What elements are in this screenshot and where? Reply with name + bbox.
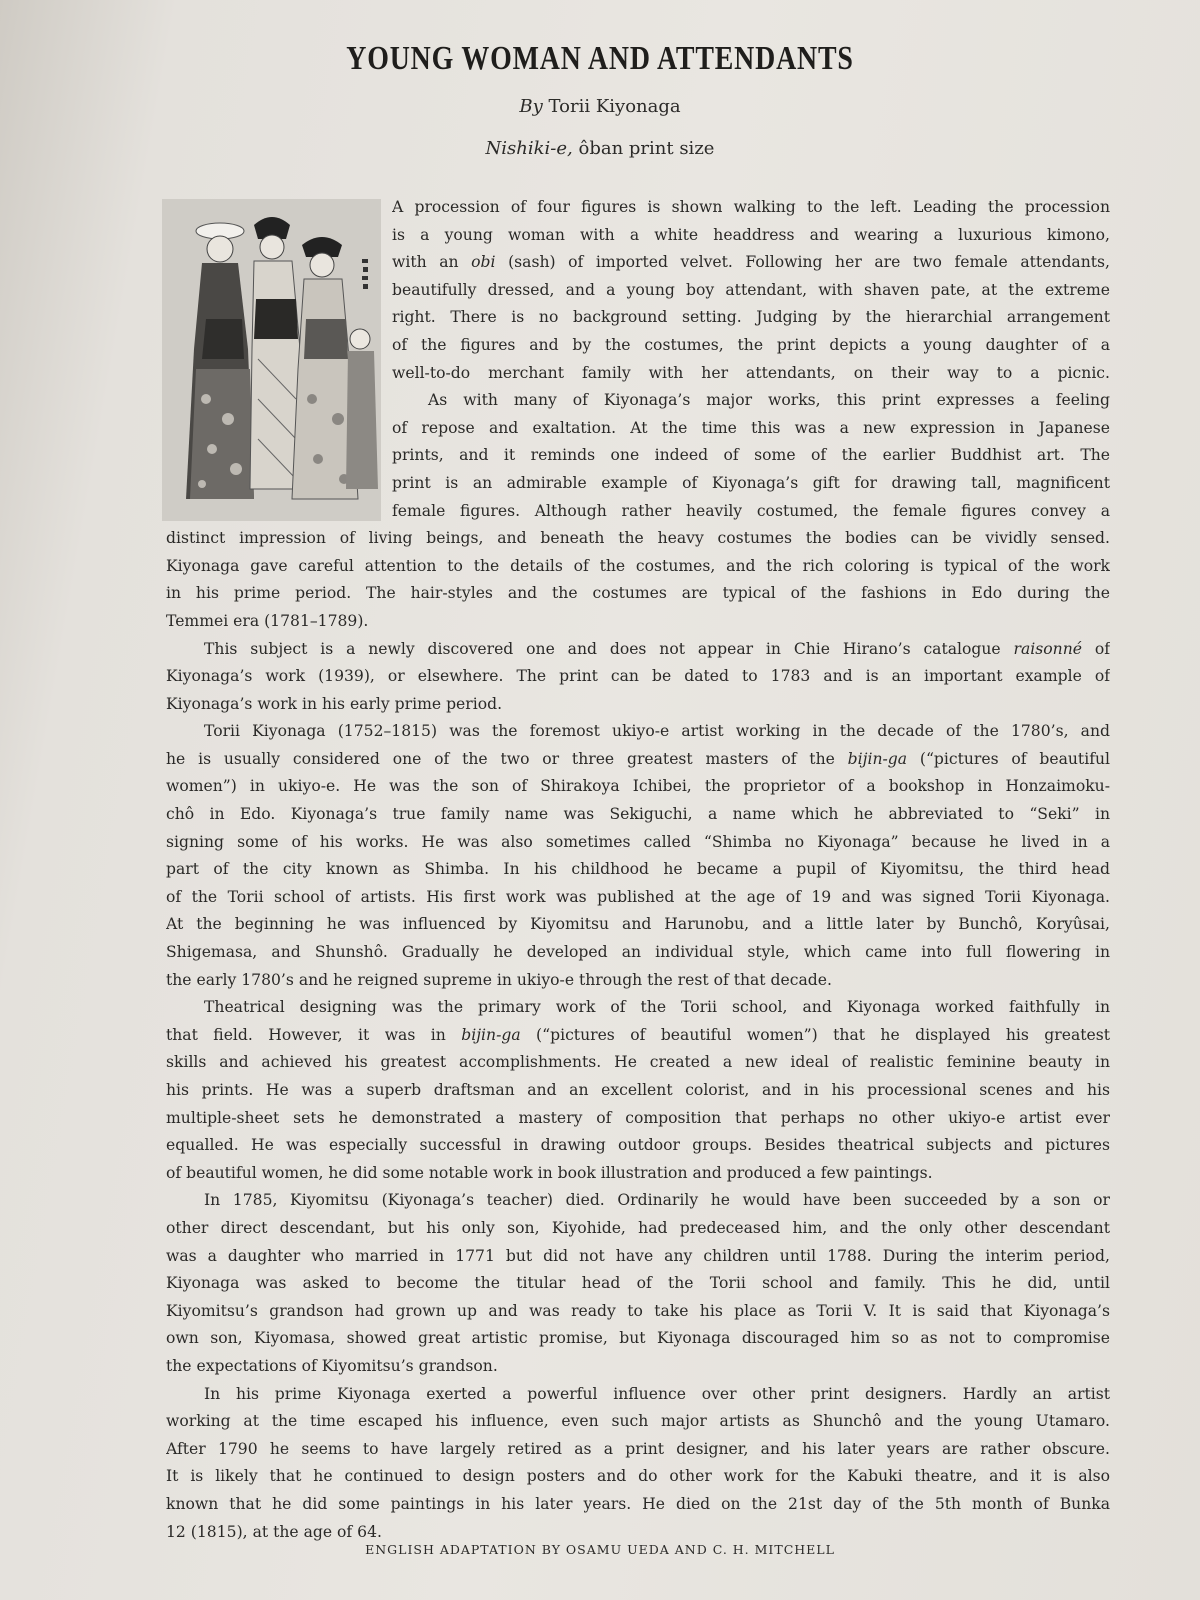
text-line: in his prime period. The hair-styles and the costumes are typical of the fashions in Edo during the	[166, 584, 1110, 603]
text-line: Torii Kiyonaga (1752–1815) was the foremost ukiyo-e artist working in the decade of the 1780’s, and	[204, 722, 1110, 741]
text-line: This subject is a newly discovered one and does not appear in Chie Hirano’s catalogue raisonné of	[204, 639, 1110, 658]
text-line: is a young woman with a white headdress and wearing a luxurious kimono,	[392, 225, 1110, 244]
text-line: Temmei era (1781–1789).	[166, 611, 369, 630]
text-line: Kiyonaga’s work (1939), or elsewhere. The print can be dated to 1783 and is an important example of	[166, 667, 1110, 686]
format-term: Nishiki-e,	[485, 138, 573, 159]
text-line: working at the time escaped his influence, even such major artists as Shunchô and the young Utamaro.	[166, 1412, 1110, 1431]
text-line: of beautiful women, he did some notable work in book illustration and produced a few paintings.	[166, 1163, 933, 1182]
artist-name: Torii Kiyonaga	[548, 96, 681, 117]
text-line: In his prime Kiyonaga exerted a powerful influence over other print designers. Hardly an artist	[204, 1384, 1110, 1403]
text-line: of the figures and by the costumes, the print depicts a young daughter of a	[392, 335, 1110, 354]
text-line: skills and achieved his greatest accomplishments. He created a new ideal of realistic feminine beauty in	[166, 1053, 1110, 1072]
text-line: his prints. He was a superb draftsman and an excellent colorist, and in his processional scenes and his	[166, 1081, 1110, 1099]
text-line: Kiyonaga was asked to become the titular head of the Torii school and family. This he did, until	[166, 1274, 1110, 1293]
text-line: A procession of four figures is shown walking to the left. Leading the procession	[392, 198, 1110, 216]
text-line: he is usually considered one of the two or three greatest masters of the bijin-ga (“pictures of beautiful	[166, 749, 1110, 768]
text-line: distinct impression of living beings, and beneath the heavy costumes the bodies can be vividly sensed.	[166, 529, 1110, 548]
text-line: well-to-do merchant family with her attendants, on their way to a picnic.	[392, 363, 1110, 382]
text-line: other direct descendant, but his only son, Kiyohide, had predeceased him, and the only other descendant	[166, 1218, 1110, 1237]
text-line: 12 (1815), at the age of 64.	[166, 1522, 382, 1541]
text-line: Kiyonaga gave careful attention to the details of the costumes, and the rich coloring is typical of the work	[166, 556, 1110, 575]
text-line: part of the city known as Shimba. In his childhood he became a pupil of Kiyomitsu, the third head	[166, 860, 1110, 879]
text-line: the early 1780’s and he reigned supreme in ukiyo-e through the rest of that decade.	[166, 970, 832, 989]
translation-credit: ENGLISH ADAPTATION BY OSAMU UEDA AND C. H. MITCHELL	[365, 1542, 835, 1557]
format-size: ôban print size	[578, 138, 715, 159]
text-line: beautifully dressed, and a young boy attendant, with shaven pate, at the extreme	[392, 280, 1110, 299]
text-line: Shigemasa, and Shunshô. Gradually he developed an individual style, which came into full flowering in	[166, 943, 1110, 962]
text-line: signing some of his works. He was also sometimes called “Shimba no Kiyonaga” because he lived in a	[166, 832, 1110, 851]
text-line: with an obi (sash) of imported velvet. Following her are two female attendants,	[392, 253, 1110, 272]
text-line: prints, and it reminds one indeed of some of the earlier Buddhist art. The	[392, 446, 1110, 465]
text-line: own son, Kiyomasa, showed great artistic promise, but Kiyonaga discouraged him so as not to compromise	[166, 1329, 1110, 1348]
text-line: Theatrical designing was the primary work of the Torii school, and Kiyonaga worked faithfully in	[204, 998, 1110, 1017]
text-line: of the Torii school of artists. His first work was published at the age of 19 and was signed Torii Kiyonaga.	[166, 887, 1110, 906]
page-title: YOUNG WOMAN AND ATTENDANTS	[346, 40, 854, 77]
text-line: of repose and exaltation. At the time this was a new expression in Japanese	[392, 418, 1110, 437]
text-line: the expectations of Kiyomitsu’s grandson.	[166, 1356, 498, 1375]
by-word: By	[519, 96, 543, 117]
text-line: At the beginning he was influenced by Kiyomitsu and Harunobu, and a little later by Bunchô, Koryûsai,	[166, 915, 1110, 934]
text-line: was a daughter who married in 1771 but did not have any children until 1788. During the interim period,	[166, 1246, 1110, 1265]
article-body	[166, 194, 1110, 1546]
byline	[0, 96, 1200, 117]
text-line: multiple-sheet sets he demonstrated a mastery of composition that perhaps no other ukiyo-e artist ever	[166, 1108, 1110, 1127]
text-line: women”) in ukiyo-e. He was the son of Shirakoya Ichibei, the proprietor of a bookshop in Honzaimoku-	[166, 777, 1110, 796]
text-line: As with many of Kiyonaga’s major works, this print expresses a feeling	[428, 391, 1110, 410]
text-line: chô in Edo. Kiyonaga’s true family name was Sekiguchi, a name which he abbreviated to “Seki” in	[166, 805, 1110, 824]
text-line: equalled. He was especially successful in drawing outdoor groups. Besides theatrical subjects and pictures	[166, 1136, 1110, 1155]
print-format	[0, 138, 1200, 159]
text-line: Kiyonaga’s work in his early prime period.	[166, 694, 503, 713]
text-line: In 1785, Kiyomitsu (Kiyonaga’s teacher) died. Ordinarily he would have been succeeded by a son or	[204, 1191, 1110, 1210]
text-line: It is likely that he continued to design posters and do other work for the Kabuki theatre, and it is also	[166, 1467, 1110, 1486]
text-line: female figures. Although rather heavily costumed, the female figures convey a	[392, 501, 1110, 520]
text-line: right. There is no background setting. Judging by the hierarchial arrangement	[392, 308, 1110, 327]
text-line: print is an admirable example of Kiyonaga’s gift for drawing tall, magnificent	[392, 473, 1110, 492]
text-line: Kiyomitsu’s grandson had grown up and was ready to take his place as Torii V. It is said that Kiyonaga’s	[166, 1301, 1110, 1320]
text-line: known that he did some paintings in his later years. He died on the 21st day of the 5th month of Bunka	[166, 1494, 1110, 1513]
text-line: that field. However, it was in bijin-ga (“pictures of beautiful women”) that he displayed his greatest	[166, 1025, 1110, 1044]
text-line: After 1790 he seems to have largely retired as a print designer, and his later years are rather obscure.	[166, 1439, 1110, 1458]
